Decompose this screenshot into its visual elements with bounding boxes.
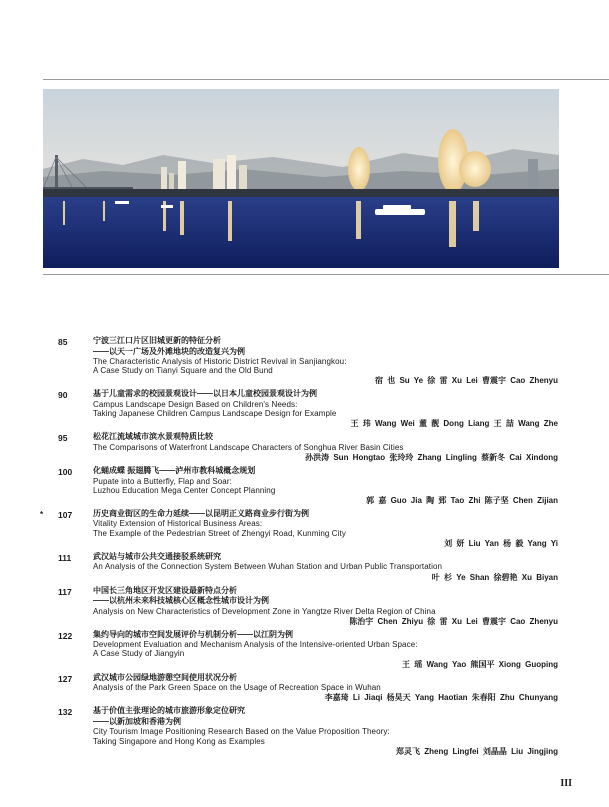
entry-title-zh[interactable]: ——以杭州未来科技城核心区概念性城市设计为例 [93, 596, 269, 606]
entry-title-en: Luzhou Education Mega Center Concept Planning [93, 485, 276, 495]
entry-title-en: Pupate into a Butterfly, Flap and Soar: [93, 476, 232, 486]
toc-entry [40, 432, 558, 463]
entry-authors: 刘 妍 Liu Yan 杨 毅 Yang Yi [444, 538, 558, 548]
entry-title-zh[interactable]: 中国长三角地区开发区建设最新特点分析 [93, 585, 237, 595]
entry-marker: * [40, 509, 44, 519]
entry-authors: 叶 杉 Ye Shan 徐碧艳 Xu Biyan [431, 572, 558, 582]
entry-title-zh[interactable]: 宁波三江口片区旧城更新的特征分析 [93, 336, 221, 345]
bottom-rule [43, 274, 609, 275]
entry-page-number[interactable]: 132 [58, 707, 73, 718]
entry-title-zh[interactable]: 基于儿童需求的校园景观设计——以日本儿童校园景观设计为例 [93, 389, 317, 399]
entry-page-number[interactable]: 90 [58, 390, 68, 401]
entry-title-zh[interactable]: 历史商业街区的生命力延续——以昆明正义路商业步行街为例 [93, 508, 309, 518]
entry-title-zh[interactable]: ——以天一广场及外滩地块的改造复兴为例 [93, 346, 245, 356]
entry-title-en: Campus Landscape Design Based on Children's Needs: [93, 399, 298, 409]
toc-entry [40, 389, 558, 429]
city-skyline-photo [43, 89, 559, 268]
toc-entry [40, 630, 558, 670]
toc-entry [40, 466, 558, 506]
entry-title-zh[interactable]: 集约导向的城市空间发展评价与机制分析——以江阴为例 [93, 629, 293, 639]
entry-title-en: An Analysis of the Connection System Between Wuhan Station and Urban Public Transportation [93, 562, 443, 572]
entry-title-en: City Tourism Image Positioning Research Based on the Value Proposition Theory: [93, 727, 390, 737]
entry-title-en: Analysis of the Park Green Space on the Usage of Recreation Space in Wuhan [93, 683, 381, 693]
entry-title-en: Analysis on New Characteristics of Development Zone in Yangtze River Delta Region of China [93, 606, 436, 616]
entry-title-zh[interactable]: 武汉城市公园绿地游憩空间使用状况分析 [93, 672, 237, 682]
entry-title-en: The Comparisons of Waterfront Landscape Characters of Songhua River Basin Cities [93, 442, 404, 452]
entry-title-zh[interactable]: 化蛹成蝶 振翅腾飞——泸州市教科城概念规划 [93, 466, 256, 476]
entry-page-number[interactable]: 107 [58, 509, 73, 520]
page-folio: III [560, 778, 572, 789]
entry-authors: 王 玮 Wang Wei 董 靓 Dong Liang 王 喆 Wang Zhe [350, 419, 558, 429]
table-of-contents [40, 336, 558, 760]
entry-authors: 李嘉琦 Li Jiaqi 杨昊天 Yang Haotian 朱春阳 Zhu Chunyang [324, 693, 558, 703]
entry-title-en: Taking Japanese Children Campus Landscape Design for Example [93, 409, 337, 419]
entry-title-zh[interactable]: 基于价值主张理论的城市旅游形象定位研究 [93, 706, 245, 716]
toc-entry [40, 509, 558, 549]
entry-page-number[interactable]: 122 [58, 630, 73, 641]
toc-entry [40, 586, 558, 627]
entry-title-en: Taking Singapore and Hong Kong as Examples [93, 736, 265, 746]
entry-title-en: The Characteristic Analysis of Historic District Revival in Sanjiangkou: [93, 357, 347, 366]
entry-page-number[interactable]: 95 [58, 433, 68, 444]
entry-title-zh[interactable]: 武汉站与城市公共交通接驳系统研究 [93, 551, 221, 561]
entry-authors: 王 瑶 Wang Yao 熊国平 Xiong Guoping [402, 659, 558, 669]
entry-title-en: A Case Study of Jiangyin [93, 649, 185, 659]
entry-authors: 郑灵飞 Zheng Lingfei 刘晶晶 Liu Jingjing [396, 746, 558, 756]
toc-entry [40, 706, 558, 756]
entry-authors: 陈治宇 Chen Zhiyu 徐 雷 Xu Lei 曹震宇 Cao Zhenyu [349, 616, 558, 626]
entry-title-en: Vitality Extension of Historical Business Areas: [93, 519, 263, 529]
entry-title-en: Development Evaluation and Mechanism Analysis of the Intensive-oriented Urban Space: [93, 640, 418, 650]
entry-title-zh[interactable]: ——以新加坡和香港为例 [93, 716, 181, 726]
entry-page-number[interactable]: 127 [58, 673, 73, 684]
entry-title-en: A Case Study on Tianyi Square and the Old Bund [93, 366, 273, 376]
entry-page-number[interactable]: 100 [58, 467, 73, 478]
entry-page-number[interactable]: 117 [58, 586, 72, 597]
entry-title-zh[interactable]: 松花江流域城市滨水景观特质比较 [93, 432, 213, 442]
entry-title-en: The Example of the Pedestrian Street of Zhengyi Road, Kunming City [93, 528, 346, 538]
entry-authors: 宿 也 Su Ye 徐 雷 Xu Lei 曹震宇 Cao Zhenyu [375, 376, 558, 386]
toc-entry [40, 552, 558, 583]
city-skyline-photo-graphic [43, 89, 559, 268]
top-rule [43, 79, 609, 80]
toc-entry [40, 336, 558, 386]
entry-page-number[interactable]: 85 [58, 337, 68, 347]
toc-entry [40, 673, 558, 704]
entry-authors: 孙洪涛 Sun Hongtao 张玲玲 Zhang Lingling 蔡新冬 Cai Xindong [305, 453, 558, 463]
entry-page-number[interactable]: 111 [58, 552, 72, 563]
entry-authors: 郭 嘉 Guo Jia 陶 郅 Tao Zhi 陈子坚 Chen Zijian [366, 495, 558, 505]
